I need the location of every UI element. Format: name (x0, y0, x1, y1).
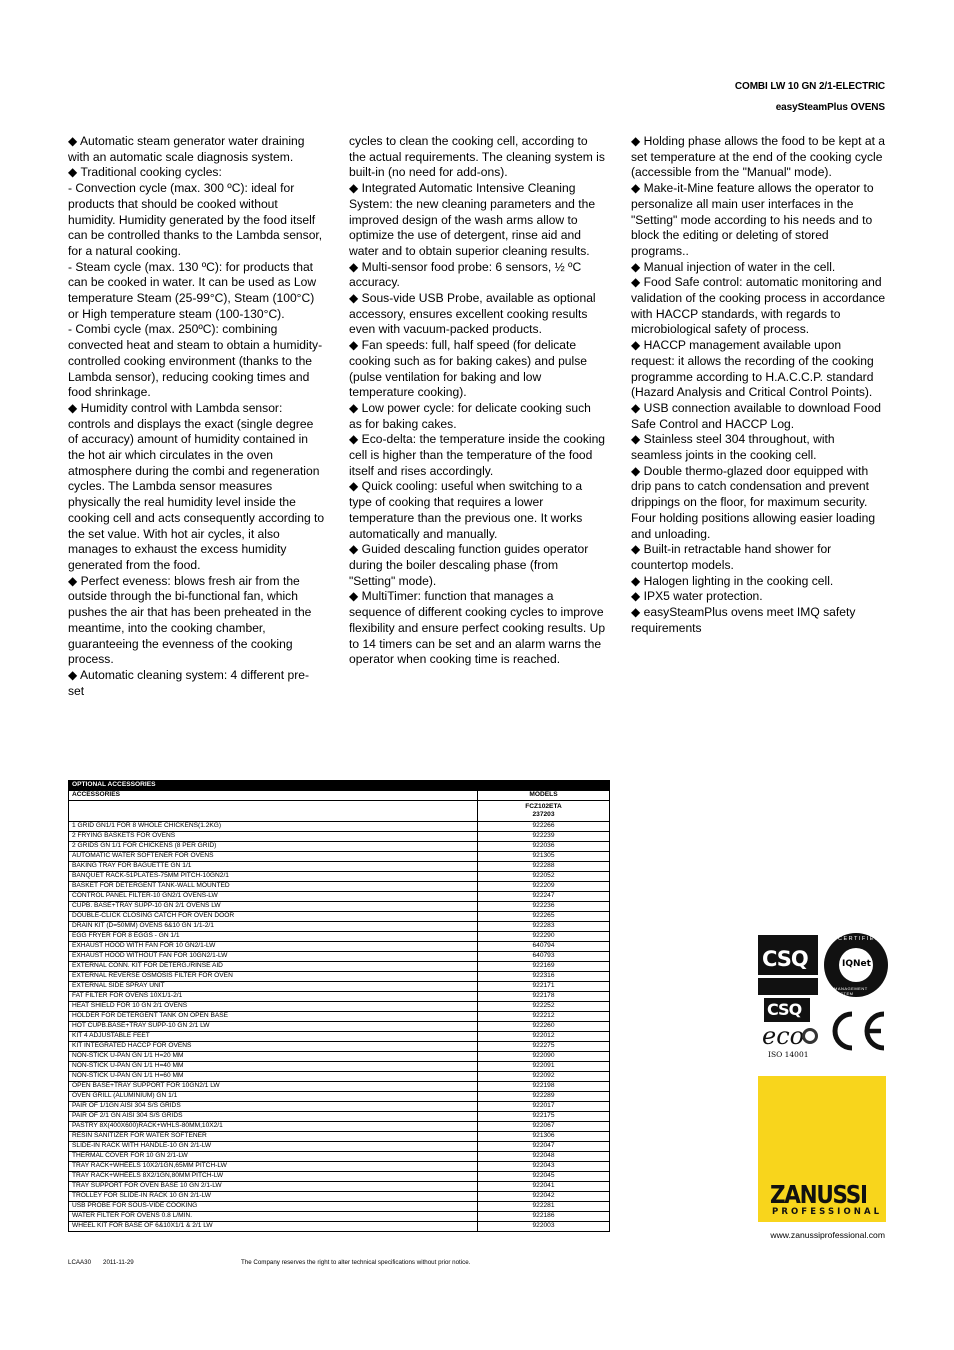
accessory-name: OPEN BASE+TRAY SUPPORT FOR 10GN2/1 LW (69, 1082, 478, 1092)
accessory-name: TRAY RACK+WHEELS 8X2/1GN,80MM PITCH-LW (69, 1172, 478, 1182)
accessory-code: 922198 (478, 1082, 610, 1092)
accessory-name: THERMAL COVER FOR 10 GN 2/1-LW (69, 1152, 478, 1162)
accessory-code: 922045 (478, 1172, 610, 1182)
accessory-row (69, 1132, 610, 1142)
accessory-code: 922017 (478, 1102, 610, 1112)
accessory-name: NON-STICK U-PAN GN 1/1 H=20 MM (69, 1052, 478, 1062)
accessory-name: NON-STICK U-PAN GN 1/1 H=60 MM (69, 1072, 478, 1082)
accessory-row (69, 1052, 610, 1062)
accessory-row (69, 982, 610, 992)
accessory-row (69, 1162, 610, 1172)
accessory-name: FAT FILTER FOR OVENS 10X1/1-2/1 (69, 992, 478, 1002)
accessory-code: 922239 (478, 832, 610, 842)
accessory-name: USB PROBE FOR SOUS-VIDE COOKING (69, 1202, 478, 1212)
accessory-name: DOUBLE-CLICK CLOSING CATCH FOR OVEN DOOR (69, 912, 478, 922)
accessory-code: 922252 (478, 1002, 610, 1012)
accessory-code: 922212 (478, 1012, 610, 1022)
document-date: 2011-11-29 (103, 1259, 134, 1266)
ce-mark-icon (826, 1008, 888, 1054)
accessory-name: HOT CUPB.BASE+TRAY SUPP-10 GN 2/1 LW (69, 1022, 478, 1032)
feature-paragraph: ◆ Double thermo-glazed door equipped with drip pans to catch condensation and prevent drippings on the floor, for maximum security. Four holding positions allowing easier loading and unloading. (631, 463, 876, 541)
accessory-row (69, 1212, 610, 1222)
feature-paragraph: ◆ Traditional cooking cycles: (68, 165, 222, 180)
accessory-name: SLIDE-IN RACK WITH HANDLE-10 GN 2/1-LW (69, 1142, 478, 1152)
accessory-code: 922281 (478, 1202, 610, 1212)
csq-logo-bar (758, 975, 818, 978)
accessory-name: HEAT SHIELD FOR 10 GN 2/1 OVENS (69, 1002, 478, 1012)
model-name: FCZ102ETA (525, 803, 562, 810)
accessory-name: EXHAUST HOOD WITH FAN FOR 10 GN2/1-LW (69, 942, 478, 952)
accessory-row (69, 972, 610, 982)
accessory-name: BAKING TRAY FOR BAGUETTE GN 1/1 (69, 862, 478, 872)
accessory-name: DRAIN KIT (D=50MM) OVENS 6&10 GN 1/1-2/1 (69, 922, 478, 932)
feature-paragraph: ◆ USB connection available to download Food Safe Control and HACCP Log. (631, 400, 881, 431)
accessory-name: PAIR OF 2/1 GN AISI 304 S/S GRIDS (69, 1112, 478, 1122)
feature-paragraph: ◆ Stainless steel 304 throughout, with seamless joints in the cooking cell. (631, 432, 835, 463)
eco-logo-text: eco (762, 1022, 805, 1050)
feature-paragraph: ◆ HACCP management available upon request: it allows the recording of the cooking programme according to H.A.C.C.P. standard (Hazard Analysis and Critical Control Points). (631, 338, 874, 400)
accessory-row (69, 1102, 610, 1112)
accessories-table (68, 780, 610, 1232)
accessory-code: 922290 (478, 932, 610, 942)
accessory-code: 922260 (478, 1022, 610, 1032)
accessory-code: 921306 (478, 1132, 610, 1142)
accessory-name: TRAY RACK+WHEELS 10X2/1GN,65MM PITCH-LW (69, 1162, 478, 1172)
accessory-row (69, 1142, 610, 1152)
accessory-code: 640793 (478, 952, 610, 962)
accessory-name: TRAY SUPPORT FOR OVEN BASE 10 GN 2/1-LW (69, 1182, 478, 1192)
accessory-code: 922043 (478, 1162, 610, 1172)
feature-paragraph: ◆ Integrated Automatic Intensive Cleaning System: the new cleaning parameters and the improved design of the wash arms allow to optimize the use of detergent, rinse aid and water and to obtain superior cleaning results. (349, 181, 596, 258)
csq-eco-logo (764, 998, 810, 1022)
accessory-row (69, 832, 610, 842)
feature-paragraph: ◆ Multi-sensor food probe: 6 sensors, ½ ºC accuracy. (349, 259, 582, 290)
accessory-code: 922067 (478, 1122, 610, 1132)
feature-paragraph: ◆ Automatic cleaning system: 4 different pre-set (68, 667, 309, 698)
accessory-code: 922266 (478, 822, 610, 832)
accessory-row (69, 922, 610, 932)
iso-14001-label: ISO 14001 (768, 1050, 809, 1059)
model-cell (478, 801, 610, 822)
accessory-row (69, 1192, 610, 1202)
accessory-code: 922171 (478, 982, 610, 992)
feature-paragraph: ◆ Humidity control with Lambda sensor: controls and displays the exact (single degree of accuracy) amount of humidity contained in the hot air which circulates in the oven atmosphere during the combi and regeneration cycles. The Lambda sensor measures physically the real humidity level inside the cooking cell and acts consequently according to the set value. With hot air cycles, it also manages to exhaust the excess humidity generated from the food. (68, 400, 325, 572)
feature-paragraph: ◆ Quick cooling: useful when switching to a type of cooking that requires a lower temperature than the previous one. It works automatically and manually. (349, 479, 583, 541)
accessory-row (69, 1062, 610, 1072)
feature-paragraph: ◆ Sous-vide USB Probe, available as optional accessory, ensures excellent cooking results even with vacuum-packed products. (349, 291, 596, 337)
csq-eco-logo-text: CSQ (767, 1000, 802, 1019)
accessory-row (69, 1022, 610, 1032)
feature-paragraph: - Steam cycle (max. 130 ºC): for products that can be cooked in water. It can be used as Low temperature Steam (25-99°C), Steam (100°C) or High temperature steam (100-130°C). (68, 259, 317, 321)
disclaimer-note: The Company reserves the right to alter technical specifications without prior notice. (241, 1259, 471, 1266)
accessory-code: 922175 (478, 1112, 610, 1122)
accessory-name: EXTERNAL REVERSE OSMOSIS FILTER FOR OVEN (69, 972, 478, 982)
model-row (69, 801, 610, 822)
feature-paragraph: ◆ Automatic steam generator water draining with an automatic scale diagnosis system. (68, 134, 305, 164)
accessory-code: 921305 (478, 852, 610, 862)
accessory-name: WATER FILTER FOR OVENS 0.8 L/MIN. (69, 1212, 478, 1222)
accessory-code: 922090 (478, 1052, 610, 1062)
accessory-code: 922316 (478, 972, 610, 982)
accessory-row (69, 1202, 610, 1212)
accessory-code: 922247 (478, 892, 610, 902)
accessory-row (69, 1112, 610, 1122)
accessory-code: 922283 (478, 922, 610, 932)
website-url: www.zanussiprofessional.com (770, 1230, 885, 1240)
features-column-2 (349, 134, 606, 668)
feature-paragraph: ◆ Make-it-Mine feature allows the operator to personalize all main user interfaces in the "Setting" mode according to his needs and to block the editing or deleting of stored programs.. (631, 181, 874, 258)
document-code: LCAA30 (68, 1259, 92, 1266)
feature-paragraph: ◆ MultiTimer: function that manages a sequence of different cooking cycles to improve flexibility and ensure perfect cooking results. Up to 14 timers can be set and an alarm warns the operator when cooking time is reached. (349, 589, 606, 667)
accessory-code: 922186 (478, 1212, 610, 1222)
accessory-name: KIT 4 ADJUSTABLE FEET (69, 1032, 478, 1042)
feature-paragraph: ◆ Perfect eveness: blows fresh air from the outside through the bi-functional fan, which pushes the air that has been preheated in the meantime, into the cooking chamber, guaranteeing the evenness of the cooking process. (68, 573, 312, 667)
accessory-row (69, 1012, 610, 1022)
accessory-code: 922275 (478, 1042, 610, 1052)
feature-paragraph: ◆ easySteamPlus ovens meet IMQ safety requirements (631, 605, 856, 635)
feature-paragraph: cycles to clean the cooking cell, according to the actual requirements. The cleaning system is built-in (no need for add-ons). (349, 134, 605, 180)
accessory-row (69, 1002, 610, 1012)
accessory-name: 2 GRIDS GN 1/1 FOR CHICKENS (8 PER GRID) (69, 842, 478, 852)
accessory-row (69, 902, 610, 912)
model-code: 237203 (532, 811, 555, 818)
accessory-row (69, 1152, 610, 1162)
csq-logo (758, 935, 818, 995)
accessory-code: 922091 (478, 1062, 610, 1072)
csq-logo-text: CSQ (762, 947, 808, 971)
feature-paragraph: ◆ IPX5 water protection. (631, 589, 763, 604)
accessory-name: EXTERNAL SIDE SPRAY UNIT (69, 982, 478, 992)
feature-paragraph: ◆ Holding phase allows the food to be kept at a set temperature at the end of the cooking cycle (accessible from the "Manual" mode). (631, 134, 886, 180)
features-column-1 (68, 134, 325, 699)
iqnet-ring-bottom-text: MANAGEMENT SYSTEM (834, 986, 868, 996)
accessory-code: 922047 (478, 1142, 610, 1152)
accessory-name: CONTROL PANEL FILTER-10 GN2/1 OVENS-LW (69, 892, 478, 902)
accessories-header-row (69, 791, 610, 801)
accessory-code: 922052 (478, 872, 610, 882)
model-row-blank (69, 801, 478, 822)
accessory-code: 922289 (478, 1092, 610, 1102)
accessory-name: WHEEL KIT FOR BASE OF 6&10X1/1 & 2/1 LW (69, 1222, 478, 1232)
accessory-code: 922236 (478, 902, 610, 912)
accessory-row (69, 842, 610, 852)
eco-logo (762, 1022, 818, 1050)
accessory-name: KIT INTEGRATED HACCP FOR OVENS (69, 1042, 478, 1052)
accessory-row (69, 912, 610, 922)
accessory-name: 2 FRYING BASKETS FOR OVENS (69, 832, 478, 842)
accessory-name: OVEN GRILL (ALUMINIUM) GN 1/1 (69, 1092, 478, 1102)
feature-paragraph: ◆ Fan speeds: full, half speed (for delicate cooking such as for baking cakes) and pulse (pulse ventilation for baking and low temperature cooking). (349, 338, 587, 400)
models-column-header: MODELS (478, 791, 610, 801)
accessory-code: 922169 (478, 962, 610, 972)
accessory-code: 922041 (478, 1182, 610, 1192)
iqnet-ring-top-text: CERTIFIED (838, 936, 881, 942)
professional-text: PROFESSIONAL (772, 1207, 883, 1217)
accessory-row (69, 1172, 610, 1182)
accessory-code: 922042 (478, 1192, 610, 1202)
accessory-row (69, 1222, 610, 1232)
zanussi-professional-logo (758, 1076, 886, 1222)
accessory-code: 922178 (478, 992, 610, 1002)
accessory-code: 922209 (478, 882, 610, 892)
product-model-title: COMBI LW 10 GN 2/1-ELECTRIC (734, 81, 885, 92)
feature-paragraph: ◆ Eco-delta: the temperature inside the cooking cell is higher than the temperature of the food itself and rises accordingly. (349, 432, 606, 478)
accessory-row (69, 1182, 610, 1192)
feature-paragraph: - Combi cycle (max. 250ºC): combining convected heat and steam to obtain a humidity-controlled cooking environment (thanks to the Lambda sensor), reducing cooking times and food shrinkage. (68, 322, 323, 400)
accessory-row (69, 852, 610, 862)
iqnet-logo-text: IQNet (842, 959, 871, 969)
accessory-code: 922003 (478, 1222, 610, 1232)
accessory-row (69, 882, 610, 892)
accessory-name: PASTRY 8X(400X600)RACK+WHLS-80MM,10X2/1 (69, 1122, 478, 1132)
accessory-name: CUPB. BASE+TRAY SUPP-10 GN 2/1 OVENS LW (69, 902, 478, 912)
accessory-name: EGG FRYER FOR 8 EGGS - GN 1/1 (69, 932, 478, 942)
accessory-name: RESIN SANITIZER FOR WATER SOFTENER (69, 1132, 478, 1142)
accessory-row (69, 952, 610, 962)
accessory-name: BANQUET RACK-51PLATES-75MM PITCH-10GN2/1 (69, 872, 478, 882)
accessory-row (69, 962, 610, 972)
accessory-code: 640794 (478, 942, 610, 952)
accessory-name: HOLDER FOR DETERGENT TANK ON OPEN BASE (69, 1012, 478, 1022)
accessory-code: 922092 (478, 1072, 610, 1082)
accessory-row (69, 992, 610, 1002)
accessory-name: EXHAUST HOOD WITHOUT FAN FOR 10GN2/1-LW (69, 952, 478, 962)
eco-globe-icon (802, 1028, 818, 1044)
accessory-code: 922288 (478, 862, 610, 872)
accessory-name: EXTERNAL CONN. KIT FOR DETERG./RINSE AID (69, 962, 478, 972)
feature-paragraph: ◆ Halogen lighting in the cooking cell. (631, 573, 834, 588)
feature-paragraph: ◆ Low power cycle: for delicate cooking such as for baking cakes. (349, 400, 591, 431)
feature-paragraph: ◆ Built-in retractable hand shower for countertop models. (631, 542, 832, 572)
accessory-name: AUTOMATIC WATER SOFTENER FOR OVENS (69, 852, 478, 862)
accessory-row (69, 1042, 610, 1052)
accessories-column-header: ACCESSORIES (69, 791, 478, 801)
feature-paragraph: ◆ Food Safe control: automatic monitoring and validation of the cooking process in accordance with HACCP standards, with regards to microbiological safety of process. (631, 275, 886, 337)
accessory-code: 922265 (478, 912, 610, 922)
accessory-row (69, 892, 610, 902)
features-column-3 (631, 134, 888, 637)
accessory-row (69, 1082, 610, 1092)
accessory-row (69, 1122, 610, 1132)
feature-paragraph: ◆ Manual injection of water in the cell. (631, 259, 836, 274)
accessory-row (69, 822, 610, 832)
zanussi-brand-text: ZANUSSI (770, 1180, 867, 1209)
accessory-row (69, 932, 610, 942)
accessory-name: NON-STICK U-PAN GN 1/1 H=40 MM (69, 1062, 478, 1072)
accessory-name: BASKET FOR DETERGENT TANK-WALL MOUNTED (69, 882, 478, 892)
accessory-row (69, 942, 610, 952)
iqnet-certification-seal (824, 933, 888, 997)
accessories-title-row (69, 781, 610, 791)
accessory-row (69, 872, 610, 882)
feature-paragraph: ◆ Guided descaling function guides operator during the boiler descaling phase (from "Setting" mode). (349, 542, 589, 588)
accessory-row (69, 1032, 610, 1042)
accessory-code: 922012 (478, 1032, 610, 1042)
feature-paragraph: - Convection cycle (max. 300 ºC): ideal for products that should be cooked without humidity. Humidity generated by the food itself can be controlled thanks to the Lambda sensor, for a natural cooking. (68, 181, 323, 258)
accessory-code: 922048 (478, 1152, 610, 1162)
accessory-code: 922036 (478, 842, 610, 852)
accessory-row (69, 1072, 610, 1082)
accessory-name: TROLLEY FOR SLIDE-IN RACK 10 GN 2/1-LW (69, 1192, 478, 1202)
accessory-row (69, 862, 610, 872)
product-line-title: easySteamPlus OVENS (775, 102, 885, 113)
accessory-row (69, 1092, 610, 1102)
accessories-title: OPTIONAL ACCESSORIES (69, 781, 610, 791)
accessory-name: 1 GRID GN1/1 FOR 8 WHOLE CHICKENS(1.2KG) (69, 822, 478, 832)
accessory-name: PAIR OF 1/1GN AISI 304 S/S GRIDS (69, 1102, 478, 1112)
